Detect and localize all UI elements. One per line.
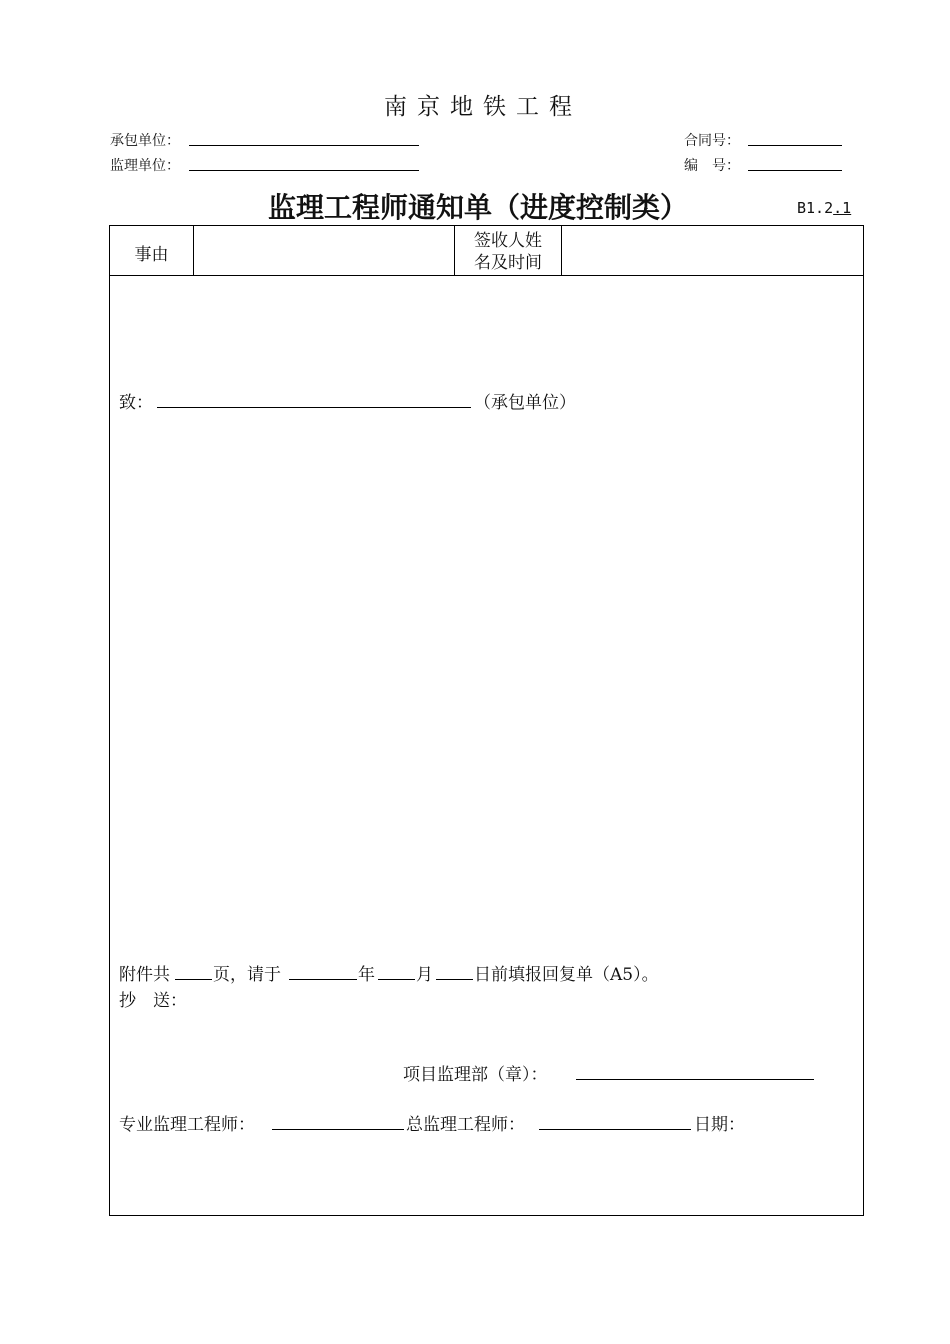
contract-no-field[interactable] [748, 144, 842, 146]
cc-label: 抄 送： [119, 991, 187, 1011]
to-suffix: （承包单位） [474, 393, 576, 413]
form-code [797, 199, 851, 217]
organization-heading: 南京地铁工程 [384, 94, 582, 120]
form-code-suffix: .1 [833, 199, 852, 217]
form-code-prefix: B1.2 [797, 199, 834, 217]
engineer-field[interactable] [272, 1128, 404, 1130]
to-label: 致： [119, 393, 153, 413]
chief-label: 总监理工程师： [406, 1115, 525, 1135]
recipient-label-line1: 签收人姓 [474, 231, 542, 251]
form-title: 监理工程师通知单（进度控制类） [267, 191, 688, 224]
subject-field[interactable] [194, 226, 454, 275]
attach-year-label: 年 [358, 965, 375, 985]
supervisor-label: 监理单位： [110, 158, 180, 174]
attach-pages-field[interactable] [175, 978, 212, 980]
recipient-field[interactable] [562, 226, 863, 275]
recipient-label [455, 230, 561, 274]
supervisor-field[interactable] [189, 169, 419, 171]
contractor-field[interactable] [189, 144, 419, 146]
attach-month-field[interactable] [378, 978, 415, 980]
dept-label: 项目监理部（章）： [403, 1065, 548, 1085]
subject-label: 事由 [134, 245, 169, 265]
serial-no-field[interactable] [748, 169, 842, 171]
chief-field[interactable] [539, 1128, 691, 1130]
dept-seal-field[interactable] [576, 1078, 814, 1080]
recipient-label-line2: 名及时间 [474, 253, 542, 273]
date-label: 日期： [694, 1115, 745, 1135]
attach-tail: 日前填报回复单（A5）。 [474, 965, 659, 985]
serial-no-label: 编 号： [684, 158, 740, 174]
header-row-divider [110, 275, 863, 276]
contractor-label: 承包单位： [110, 133, 180, 149]
attach-prefix: 附件共 [119, 965, 170, 985]
attach-year-field[interactable] [289, 978, 357, 980]
to-field[interactable] [157, 406, 471, 408]
engineer-label: 专业监理工程师： [119, 1115, 255, 1135]
attach-pages-text: 页，请于 [213, 965, 281, 985]
attach-day-field[interactable] [436, 978, 473, 980]
contract-no-label: 合同号： [684, 133, 740, 149]
attach-month-label: 月 [416, 965, 433, 985]
